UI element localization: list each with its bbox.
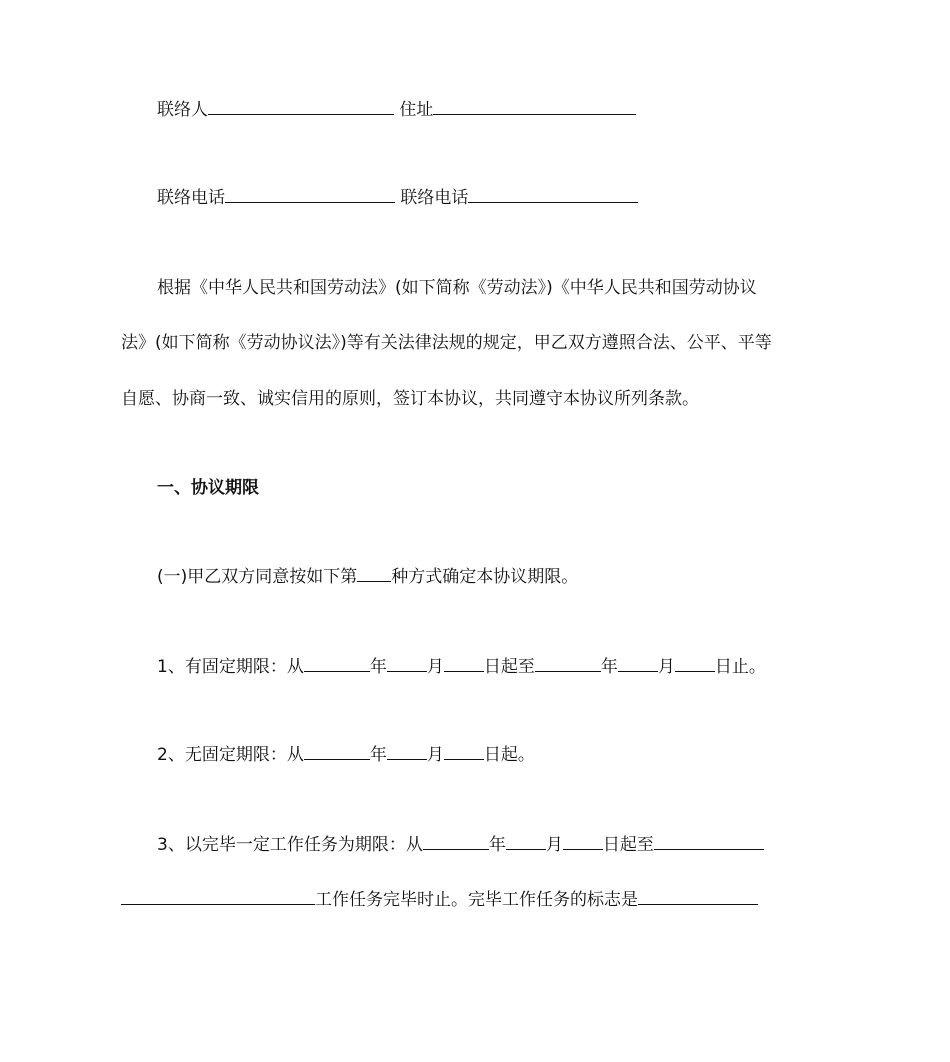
address-label: 住址 [399, 100, 434, 120]
phone-label-2: 联络电话 [400, 188, 469, 208]
item3-year-label: 年 [488, 835, 506, 855]
item1-month2-blank[interactable] [618, 655, 658, 672]
contact-row-2 [157, 186, 638, 210]
item2-month-label: 月 [426, 745, 444, 765]
item2-day-from-label: 日起。 [483, 745, 535, 765]
item3-task-blank-1[interactable] [654, 833, 764, 850]
item2-year-label: 年 [369, 745, 387, 765]
item-fixed-term [157, 655, 766, 679]
item2-year-blank[interactable] [304, 743, 370, 760]
term-option-blank[interactable] [357, 565, 391, 582]
contact-person-label: 联络人 [157, 100, 208, 120]
item3-prefix: 3、以完毕一定工作任务为期限：从 [157, 835, 423, 855]
clause-a-text-post: 种方式确定本协议期限。 [391, 567, 579, 587]
item-task-term [157, 833, 764, 857]
item2-day-blank[interactable] [444, 743, 484, 760]
preamble-line-2: 法》(如下简称《劳动协议法》)等有关法律法规的规定，甲乙双方遵照合法、公平、平等 [121, 333, 772, 353]
preamble-line-3: 自愿、协商一致、诚实信用的原则，签订本协议，共同遵守本协议所列条款。 [121, 389, 699, 409]
item1-day-blank[interactable] [444, 655, 484, 672]
item3-day-from-label: 日起至 [602, 835, 654, 855]
item3-month-blank[interactable] [506, 833, 546, 850]
item1-month-blank[interactable] [387, 655, 427, 672]
item3-cont-text: 工作任务完毕时止。完毕工作任务的标志是 [315, 890, 638, 910]
item1-prefix: 1、有固定期限：从 [157, 657, 304, 677]
contact-person-blank[interactable] [208, 98, 394, 115]
clause-a-text-pre: (一)甲乙双方同意按如下第 [157, 567, 358, 587]
item3-year-blank[interactable] [423, 833, 489, 850]
phone-label-1: 联络电话 [157, 188, 225, 208]
item1-year2-blank[interactable] [535, 655, 601, 672]
item1-year-blank[interactable] [304, 655, 370, 672]
contact-row-1 [157, 98, 636, 122]
section-heading: 一、协议期限 [157, 478, 259, 498]
item-task-term-continued [121, 888, 758, 912]
item3-day-blank[interactable] [563, 833, 603, 850]
phone-blank-2[interactable] [468, 186, 638, 203]
item-open-term [157, 743, 535, 767]
item1-month-label: 月 [426, 657, 444, 677]
item1-year-label: 年 [369, 657, 387, 677]
item3-month-label: 月 [545, 835, 563, 855]
item1-month2-label: 月 [657, 657, 675, 677]
item1-year2-label: 年 [600, 657, 618, 677]
item3-completion-mark-blank[interactable] [638, 888, 758, 905]
preamble-line-1: 根据《中华人民共和国劳动法》(如下简称《劳动法》)《中华人民共和国劳动协议 [157, 278, 757, 298]
phone-blank-1[interactable] [225, 186, 395, 203]
item1-day-end-label: 日止。 [714, 657, 766, 677]
item2-month-blank[interactable] [387, 743, 427, 760]
address-blank[interactable] [433, 98, 636, 115]
item1-day2-blank[interactable] [675, 655, 715, 672]
item1-day-from-label: 日起至 [483, 657, 535, 677]
item3-task-blank-2[interactable] [121, 888, 315, 905]
clause-a [157, 565, 578, 589]
item2-prefix: 2、无固定期限：从 [157, 745, 304, 765]
